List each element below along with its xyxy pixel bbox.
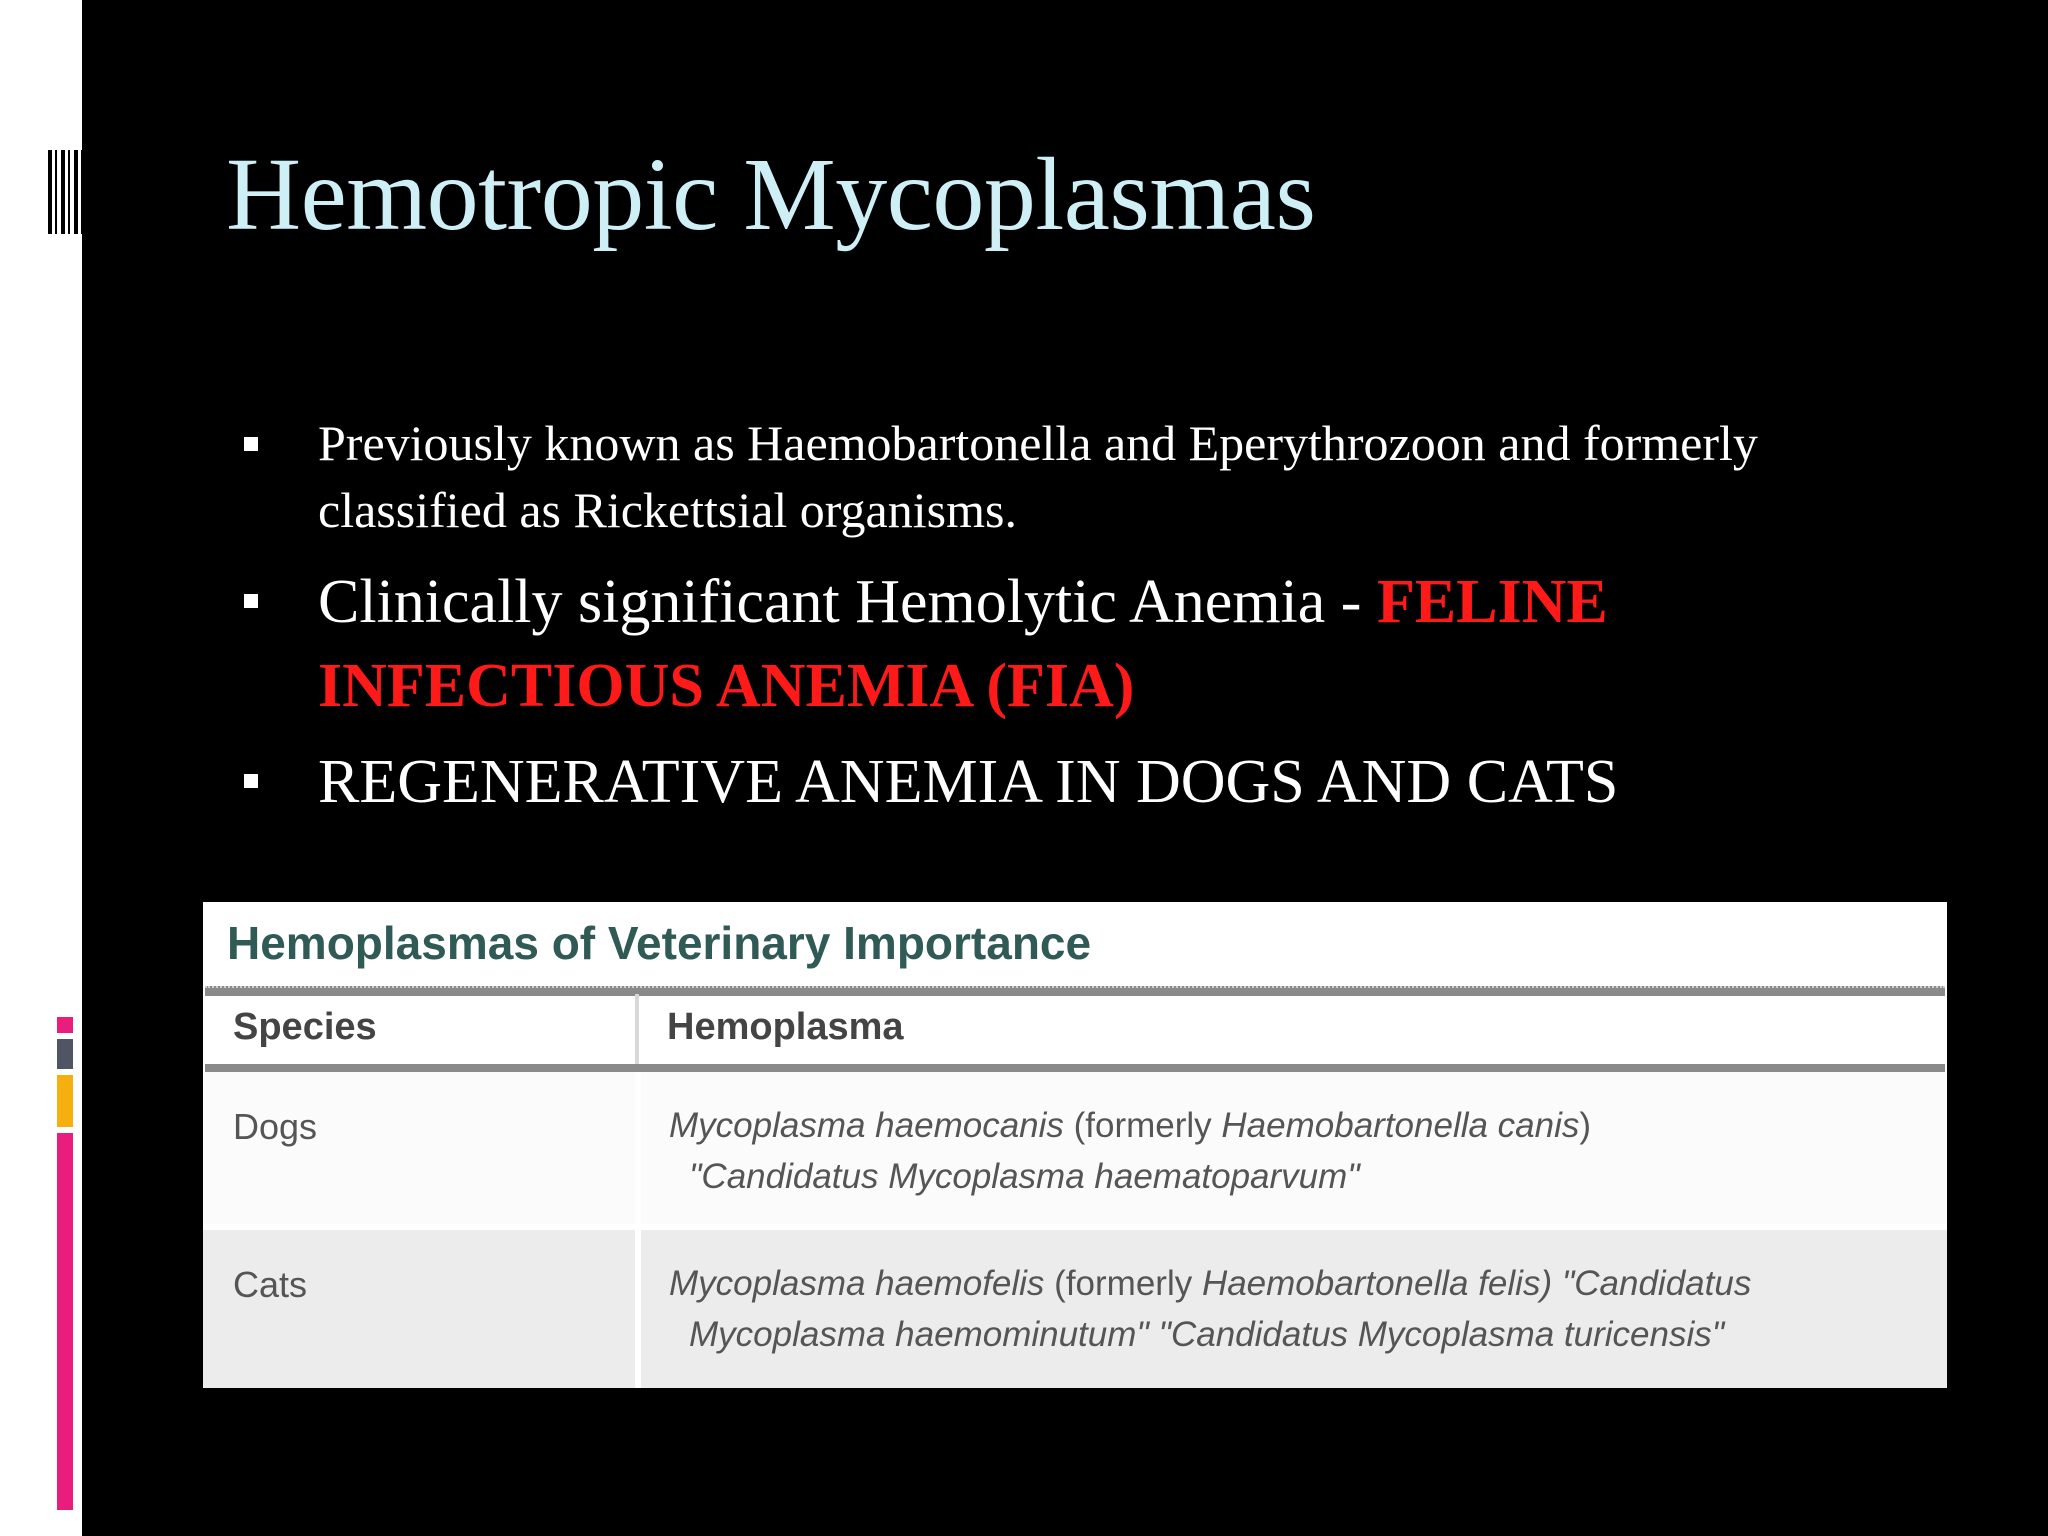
species-cell: Cats (233, 1264, 308, 1305)
hemoplasma-note: ) (1579, 1106, 1592, 1145)
bullet-square-icon (244, 594, 258, 608)
bullet-square-icon (244, 774, 258, 788)
bullet-item (244, 740, 1804, 824)
hemoplasma-note: (formerly (1063, 1106, 1222, 1145)
hemoplasma-name: Mycoplasma haemofelis (669, 1264, 1045, 1303)
hemoplasma-note: (formerly (1044, 1264, 1202, 1303)
accent-gray-block (57, 1039, 73, 1069)
bullet-item (244, 410, 1804, 544)
bullet-text: Clinically significant Hemolytic Anemia - (318, 568, 1377, 636)
header-hemoplasma: Hemoplasma (667, 1006, 904, 1048)
left-decorative-strip (0, 0, 82, 1536)
table-rule (205, 1064, 1945, 1072)
column-divider (635, 994, 639, 1066)
accent-bars (57, 1017, 73, 1510)
hemoplasma-note: ) "Candidatus (1540, 1264, 1752, 1303)
header-species: Species (233, 1006, 377, 1048)
hemoplasma-candidatus: Mycoplasma haemominutum" "Candidatus Mycoplasma turicensis" (689, 1315, 1725, 1354)
hemoplasma-former-name: Haemobartonella canis (1221, 1106, 1580, 1145)
bullet-square-icon (244, 437, 258, 451)
table-row (203, 1072, 1947, 1224)
accent-amber-block (57, 1075, 73, 1127)
accent-pink-square (57, 1017, 73, 1033)
hemoplasma-candidatus: "Candidatus Mycoplasma haematoparvum" (689, 1157, 1360, 1196)
column-divider (635, 1072, 641, 1388)
hemoplasma-name: Mycoplasma haemocanis (669, 1106, 1064, 1145)
hemoplasma-former-name: Haemobartonella felis (1201, 1264, 1541, 1303)
bullet-text: Previously known as Haemobartonella and Eperythrozoon and formerly classified as Rickettsial organisms. (318, 415, 1758, 538)
table-row (203, 1230, 1947, 1388)
species-cell: Dogs (233, 1106, 318, 1147)
hemoplasma-cell (669, 1100, 1919, 1202)
hemoplasma-cell (669, 1258, 1919, 1360)
barcode-decoration (48, 150, 82, 234)
slide-title: Hemotropic Mycoplasmas (226, 137, 1316, 252)
hemoplasma-table (203, 902, 1947, 1388)
table-header-row (203, 994, 1947, 1064)
bullet-list (244, 410, 1804, 824)
table-caption: Hemoplasmas of Veterinary Importance (227, 917, 1092, 969)
bullet-text: REGENERATIVE ANEMIA IN DOGS AND CATS (318, 748, 1619, 816)
accent-pink-bar (57, 1133, 73, 1510)
bullet-highlight: FELINE INFECTIOUS ANEMIA (FIA) (318, 568, 1608, 720)
bullet-item (244, 560, 1804, 728)
